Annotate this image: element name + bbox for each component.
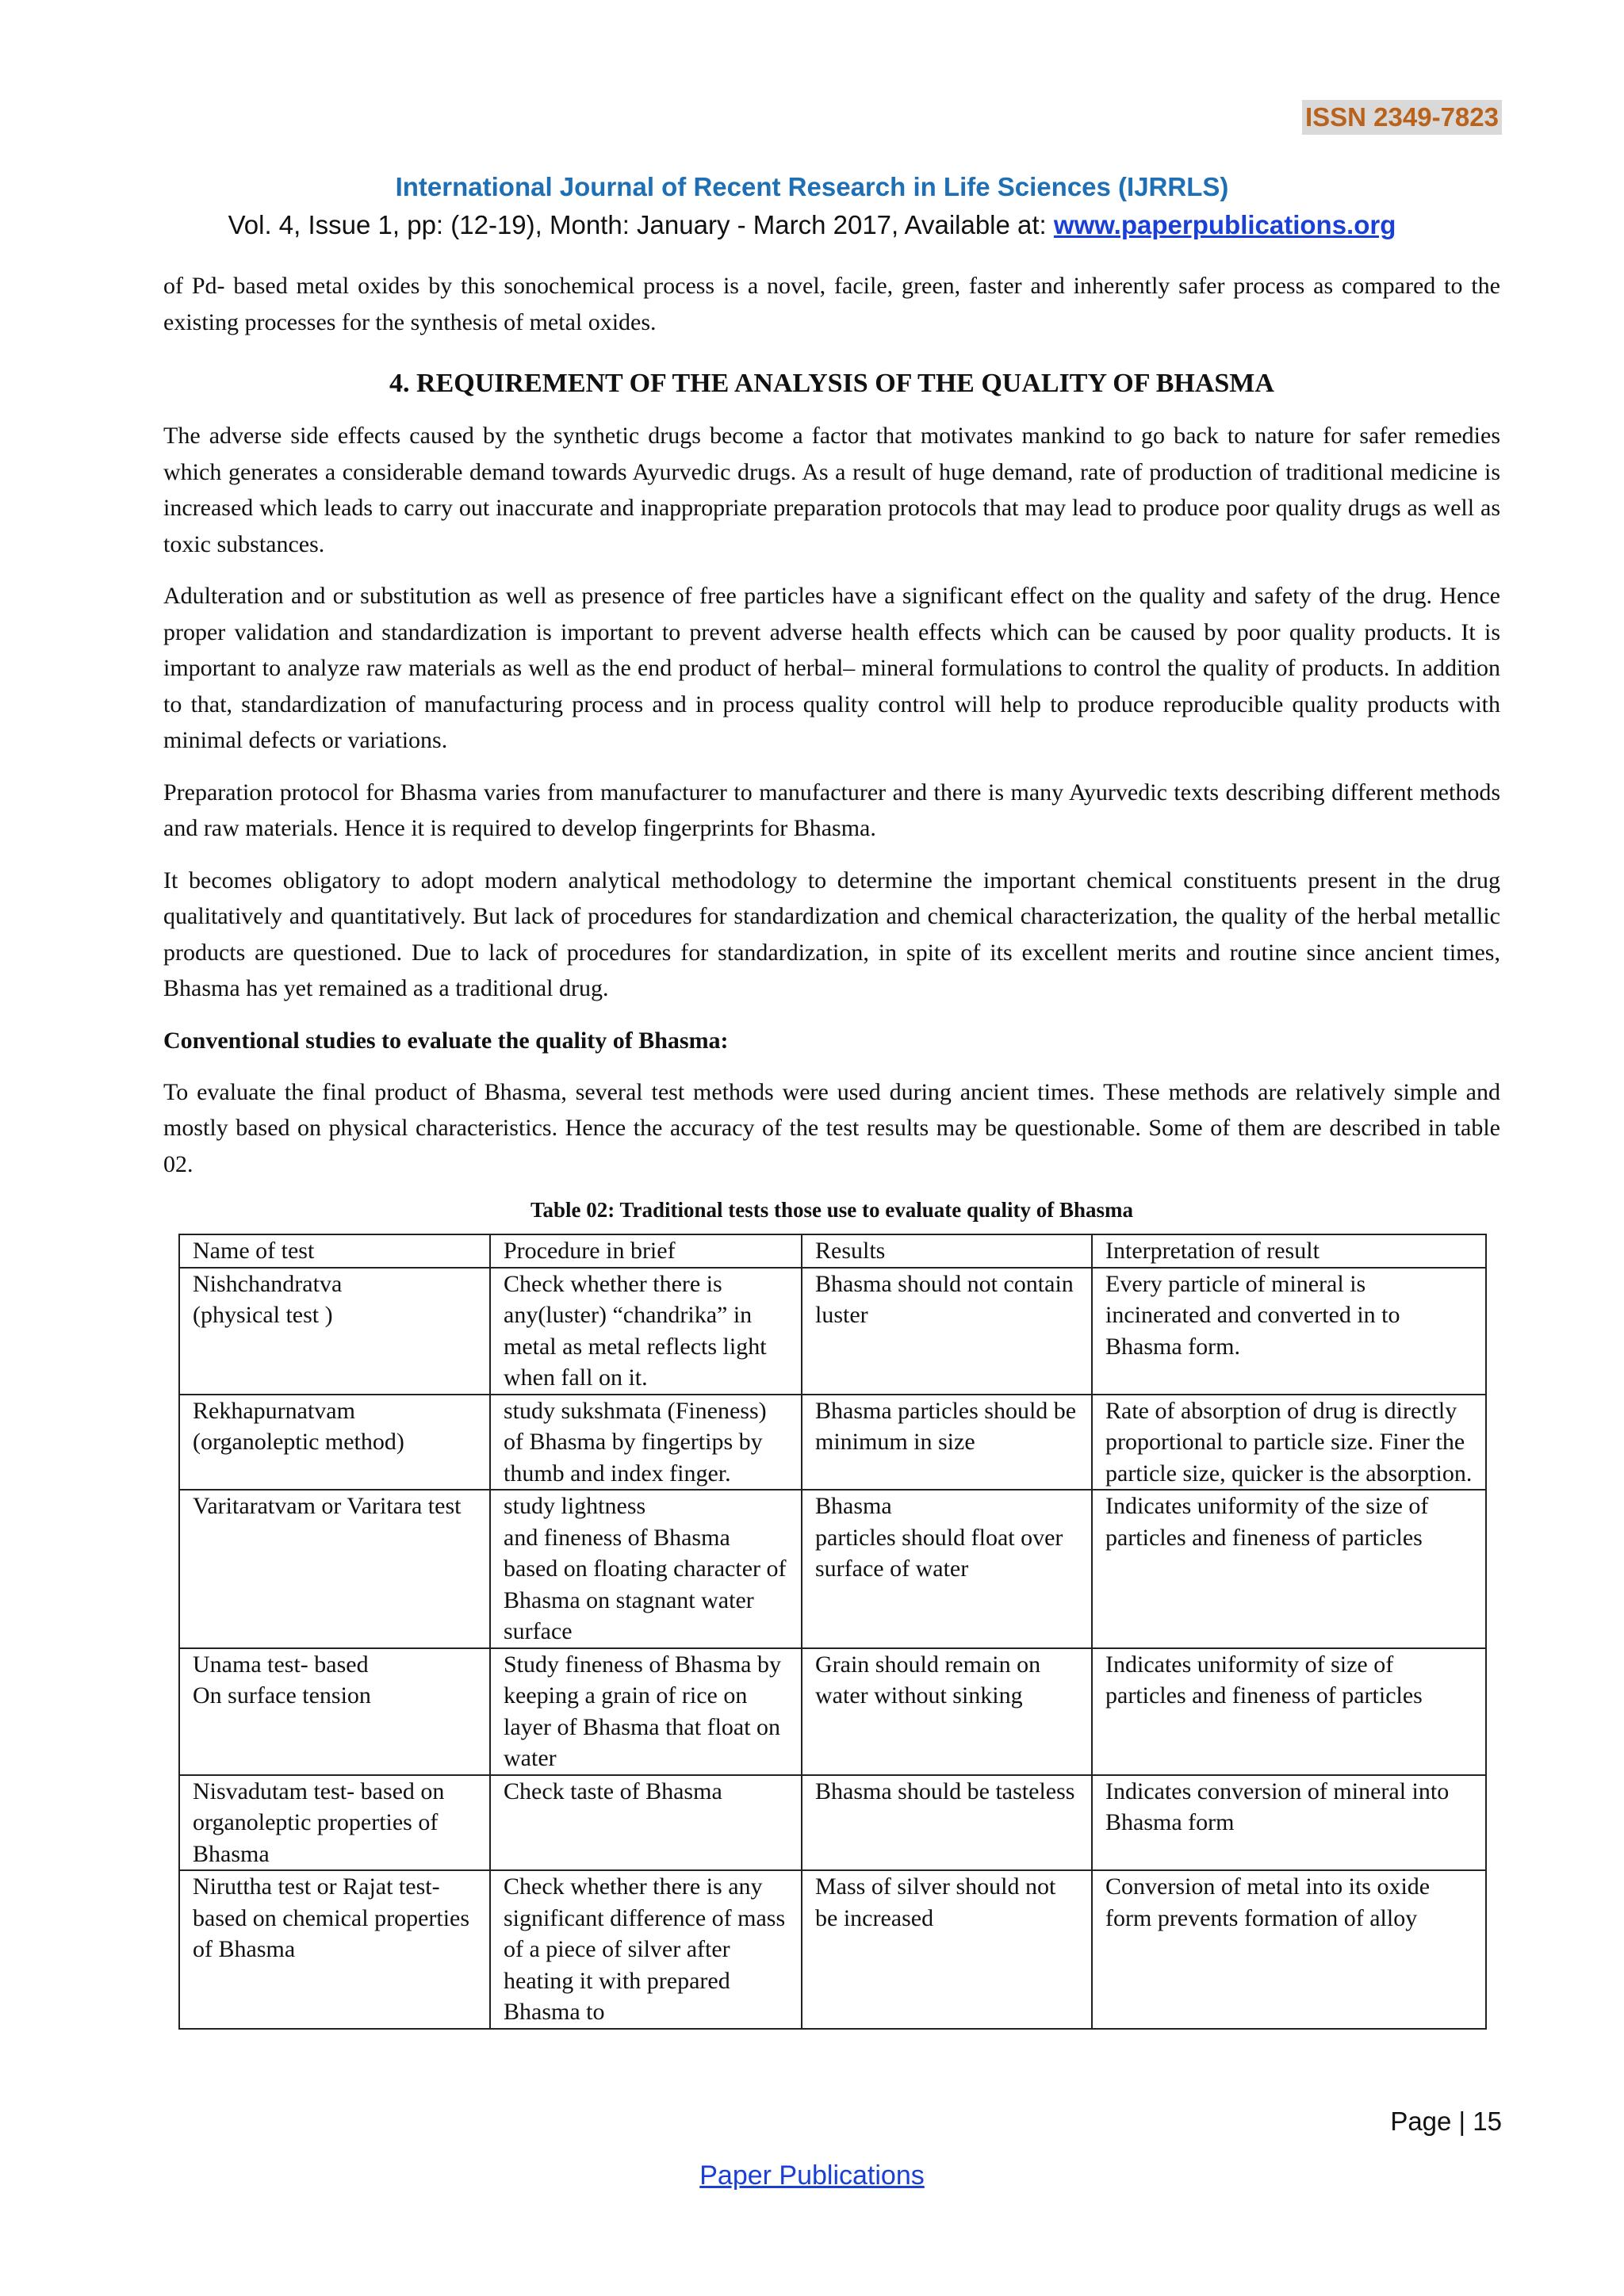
table-caption: Table 02: Traditional tests those use to evaluate quality of Bhasma — [530, 1198, 1134, 1222]
paragraph-2: Adulteration and or substitution as well as presence of free particles have a significant effect on the quality and safety of the drug. Hence proper validation and standardization is important to prevent adverse health effects which can be caused by poor quality products. It is important to analyze raw materials as well as the end product of herbal– mineral formulations to control the quality of products. In addition to that, standardization of manufacturing process and in process quality control will help to produce reproducible quality products with minimal defects or variations. — [163, 583, 1500, 753]
table-cell: Varitaratvam or Varitara test — [179, 1490, 490, 1648]
table-cell: Bhasma particles should float over surface of water — [802, 1490, 1092, 1648]
table-cell: Rate of absorption of drug is directly proportional to particle size. Finer the particle size, quicker is the absorption. — [1092, 1395, 1486, 1490]
table-cell: Indicates uniformity of size of particles and fineness of particles — [1092, 1648, 1486, 1775]
table-row — [179, 1870, 1486, 2029]
issn-label: ISSN 2349-7823 — [1302, 100, 1502, 135]
table-cell: Interpretation of result — [1092, 1234, 1486, 1268]
table-cell: Check taste of Bhasma — [490, 1775, 802, 1871]
journal-volume-text: Vol. 4, Issue 1, pp: (12-19), Month: January - March 2017, Available at: — [228, 210, 1054, 239]
table-cell: Nishchandratva (physical test ) — [179, 1268, 490, 1395]
table-cell: Unama test- based On surface tension — [179, 1648, 490, 1775]
table-cell: Indicates conversion of mineral into Bhasma form — [1092, 1775, 1486, 1871]
table-header-row — [179, 1234, 1486, 1268]
publisher-link[interactable]: Paper Publications — [699, 2160, 925, 2191]
table-cell: Check whether there is any significant difference of mass of a piece of silver after heating it with prepared Bhasma to — [490, 1870, 802, 2029]
paragraph-3: Preparation protocol for Bhasma varies from manufacturer to manufacturer and there is many Ayurvedic texts describing different methods and raw materials. Hence it is required to develop fingerprints for Bhasma. — [163, 779, 1500, 841]
paragraph-1: The adverse side effects caused by the synthetic drugs become a factor that motivates mankind to go back to nature for safer remedies which generates a considerable demand towards Ayurvedic drugs. As a result of huge demand, rate of production of traditional medicine is increased which leads to carry out inaccurate and inappropriate preparation protocols that may lead to produce poor quality drugs as well as toxic substances. — [163, 423, 1500, 557]
table-cell: Results — [802, 1234, 1092, 1268]
table-cell: Conversion of metal into its oxide form prevents formation of alloy — [1092, 1870, 1486, 2029]
table-cell: Bhasma particles should be minimum in size — [802, 1395, 1092, 1490]
section-heading: 4. REQUIREMENT OF THE ANALYSIS OF THE QUALITY OF BHASMA — [389, 369, 1274, 398]
page-content — [163, 268, 1500, 2030]
table-cell: Bhasma should be tasteless — [802, 1775, 1092, 1871]
tests-table — [178, 1234, 1487, 2030]
table-row — [179, 1775, 1486, 1871]
intro-paragraph: of Pd- based metal oxides by this sonochemical process is a novel, facile, green, faster and inherently safer process as compared to the existing processes for the synthesis of metal oxides. — [163, 273, 1500, 335]
table-cell: Study fineness of Bhasma by keeping a grain of rice on layer of Bhasma that float on water — [490, 1648, 802, 1775]
table-cell: Check whether there is any(luster) “chandrika” in metal as metal reflects light when fall on it. — [490, 1268, 802, 1395]
page-number: Page | 15 — [1390, 2107, 1502, 2136]
table-cell: study lightness and fineness of Bhasma based on floating character of Bhasma on stagnant water surface — [490, 1490, 802, 1648]
table-cell: Rekhapurnatvam (organoleptic method) — [179, 1395, 490, 1490]
table-cell: Name of test — [179, 1234, 490, 1268]
journal-title: International Journal of Recent Research in Life Sciences (IJRRLS) — [395, 172, 1229, 201]
table-cell: Every particle of mineral is incinerated and converted in to Bhasma form. — [1092, 1268, 1486, 1395]
table-cell: Grain should remain on water without sinking — [802, 1648, 1092, 1775]
table-row — [179, 1268, 1486, 1395]
subheading: Conventional studies to evaluate the quality of Bhasma: — [163, 1027, 729, 1054]
journal-url-link[interactable]: www.paperpublications.org — [1053, 210, 1396, 239]
table-cell: Nisvadutam test- based on organoleptic properties of Bhasma — [179, 1775, 490, 1871]
table-cell: study sukshmata (Fineness) of Bhasma by fingertips by thumb and index finger. — [490, 1395, 802, 1490]
table-row — [179, 1395, 1486, 1490]
paragraph-5: To evaluate the final product of Bhasma, several test methods were used during ancient times. These methods are relatively simple and mostly based on physical characteristics. Hence the accuracy of the test results may be questionable. Some of them are described in table 02. — [163, 1078, 1500, 1177]
table-cell: Bhasma should not contain luster — [802, 1268, 1092, 1395]
publisher-footer — [0, 2160, 1624, 2191]
table-cell: Mass of silver should not be increased — [802, 1870, 1092, 2029]
table-cell: Procedure in brief — [490, 1234, 802, 1268]
table-row — [179, 1648, 1486, 1775]
table-row — [179, 1490, 1486, 1648]
paragraph-4: It becomes obligatory to adopt modern analytical methodology to determine the important chemical constituents present in the drug qualitatively and quantitatively. But lack of procedures for standardization and chemical characterization, the quality of the herbal metallic products are questioned. Due to lack of procedures for standardization, in spite of its excellent merits and routine since ancient times, Bhasma has yet remained as a traditional drug. — [163, 867, 1500, 1001]
journal-volume-line — [0, 210, 1624, 240]
table-cell: Niruttha test or Rajat test- based on chemical properties of Bhasma — [179, 1870, 490, 2029]
table-cell: Indicates uniformity of the size of particles and fineness of particles — [1092, 1490, 1486, 1648]
